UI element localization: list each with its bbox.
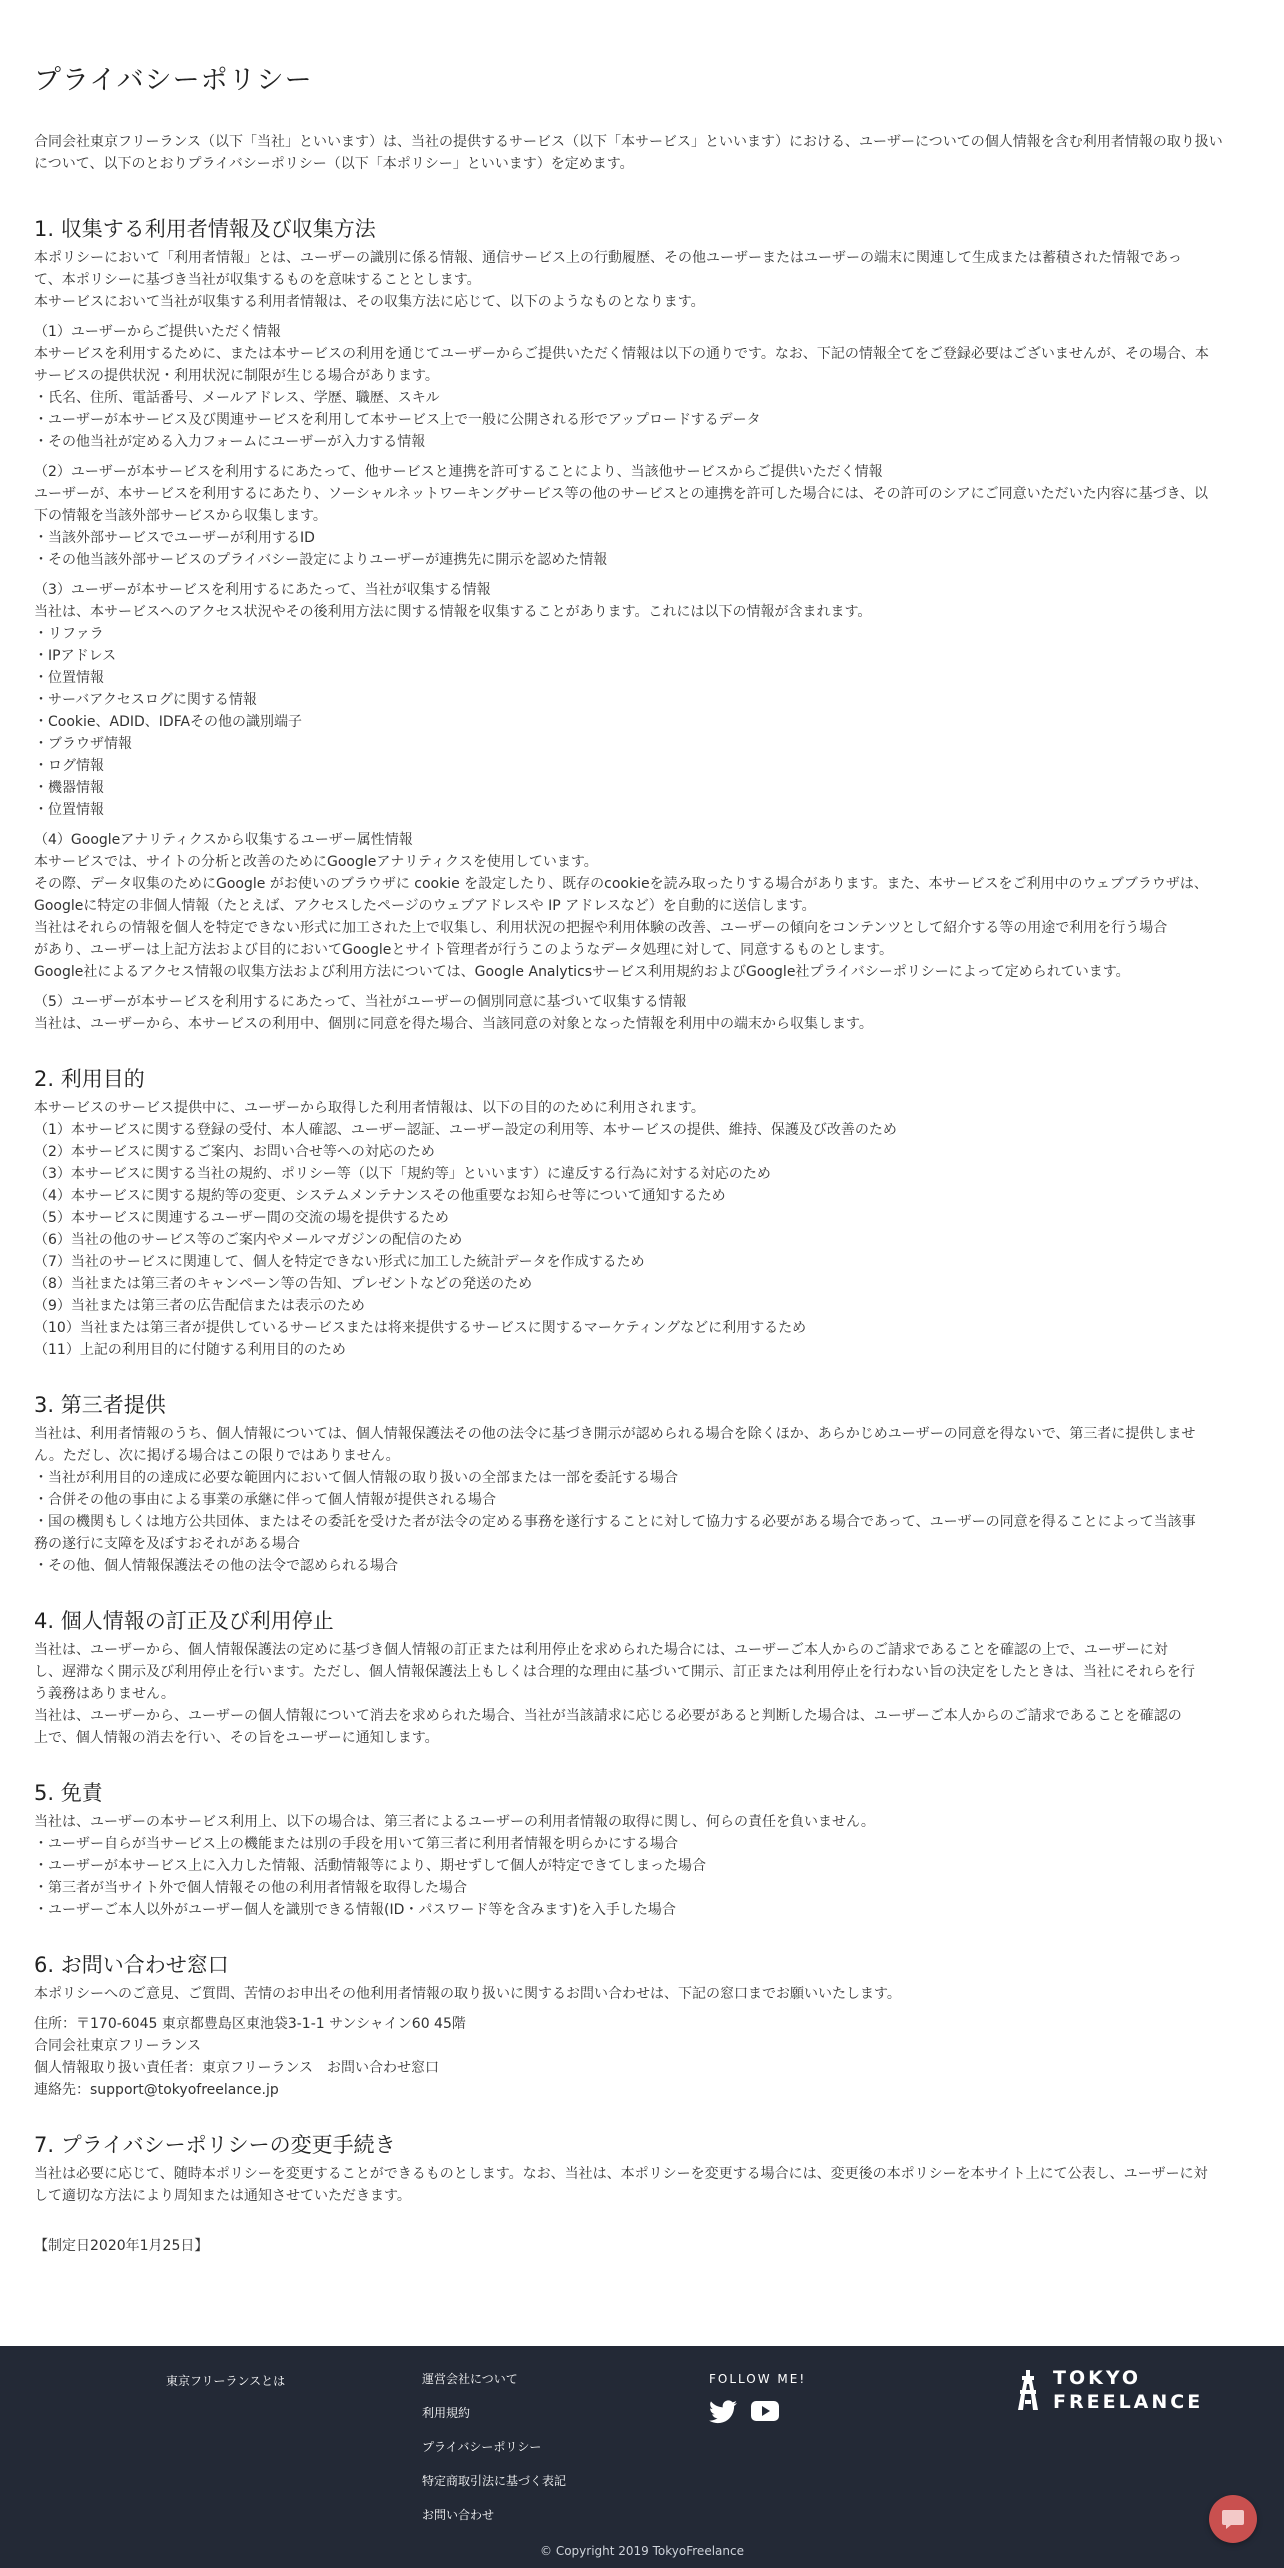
footer-links-column xyxy=(422,2372,566,2542)
subsection-individual-consent: （5）ユーザーが本サービスを利用するにあたって、当社がユーザーの個別同意に基づいて収集する情報 当社は、ユーザーから、本サービスの利用中、個別に同意を得た場合、当該同意の対象となった情報を利用中の端末から収集します。 xyxy=(34,994,873,1032)
section-purpose xyxy=(34,1063,1250,1361)
section-heading: 2. 利用目的 xyxy=(34,1067,145,1091)
page-title: プライバシーポリシー xyxy=(34,65,313,96)
section-heading: 7. プライバシーポリシーの変更手続き xyxy=(34,2133,396,2157)
section-disclaimer xyxy=(34,1777,1250,1921)
subsection-linked-services: （2）ユーザーが本サービスを利用するにあたって、他サービスと連携を許可することにより、当該他サービスからご提供いただく情報 ユーザーが、本サービスを利用するにあたり、ソーシャルネットワーキングサービス等の他のサービスとの連携を許可した場合には、その許可のシアにご同意いただいた内容に基づき、以 下の情報を当該外部サービスから収集します。 ・当該外部サービスでユーザーが利用するID ・その他当該外部サービスのプライバシー設定によりユーザーが連携先に開示を認めた情報 xyxy=(34,464,1209,568)
established-date: 【制定日2020年1月25日】 xyxy=(34,2238,209,2254)
contact-details: 住所：〒170-6045 東京都豊島区東池袋3-1-1 サンシャイン60 45階 合同会社東京フリーランス 個人情報取り扱い責任者：東京フリーランス お問い合わせ窓口 連絡先：support@tokyofreelance.jp xyxy=(34,2016,466,2098)
logo-text: TOKYO FREELANCE xyxy=(1053,2367,1204,2413)
chat-button[interactable] xyxy=(1209,2495,1257,2543)
copyright: © Copyright 2019 TokyoFreelance xyxy=(540,2544,744,2558)
site-footer xyxy=(0,2346,1284,2568)
footer-link-contact[interactable]: お問い合わせ xyxy=(422,2508,495,2522)
section-heading: 5. 免責 xyxy=(34,1781,103,1805)
section-body: 当社は、ユーザーの本サービス利用上、以下の場合は、第三者によるユーザーの利用者情報の取得に関し、何らの責任を負いません。 ・ユーザー自らが当サービス上の機能または別の手段を用いて第三者に利用者情報を明らかにする場合 ・ユーザーが本サービス上に入力した情報、活動情報等により、期せずして個人が特定できてしまった場合 ・第三者が当サイト外で個人情報その他の利用者情報を取得した場合 ・ユーザーご本人以外がユーザー個人を識別できる情報(ID・パスワード等を含みます)を入手した場合 xyxy=(34,1814,875,1918)
footer-link-privacy[interactable]: プライバシーポリシー xyxy=(422,2440,542,2454)
footer-about-column xyxy=(166,2372,285,2389)
footer-link-company[interactable]: 運営会社について xyxy=(422,2372,518,2386)
section-collected-info xyxy=(34,213,1250,1035)
youtube-icon[interactable] xyxy=(751,2400,779,2424)
tokyo-tower-icon xyxy=(1015,2370,1041,2410)
section-body: 当社は必要に応じて、随時本ポリシーを変更することができるものとします。なお、当社は、本ポリシーを変更する場合には、変更後の本ポリシーを本サイト上にて公表し、ユーザーに対 して適切な方法により周知または通知させていただきます。 xyxy=(34,2166,1208,2204)
twitter-icon[interactable] xyxy=(709,2400,737,2424)
section-heading: 4. 個人情報の訂正及び利用停止 xyxy=(34,1609,334,1633)
section-third-party xyxy=(34,1389,1250,1577)
footer-follow xyxy=(709,2372,806,2424)
section-body: 本ポリシーにおいて「利用者情報」とは、ユーザーの識別に係る情報、通信サービス上の行動履歴、その他ユーザーまたはユーザーの端末に関連して生成または蓄積された情報であっ て、本ポリシーに基づき当社が収集するものを意味することとします。 本サービスにおいて当社が収集する利用者情報は、その収集方法に応じて、以下のようなものとなります。 xyxy=(34,250,1182,310)
section-heading: 1. 収集する利用者情報及び収集方法 xyxy=(34,217,376,241)
social-icons xyxy=(709,2400,806,2424)
subsection-user-provided: （1）ユーザーからご提供いただく情報 本サービスを利用するために、または本サービスの利用を通じてユーザーからご提供いただく情報は以下の通りです。なお、下記の情報全てをご登録必要はございませんが、その場合、本 サービスの提供状況・利用状況に制限が生じる場合があります。 ・氏名、住所、電話番号、メールアドレス、学歴、職歴、スキル ・ユーザーが本サービス及び関連サービスを利用して本サービス上で一般に公開される形でアップロードするデータ ・その他当社が定める入力フォームにユーザーが入力する情報 xyxy=(34,324,1209,450)
chat-icon xyxy=(1221,2508,1245,2530)
section-contact xyxy=(34,1949,1250,2101)
section-heading: 6. お問い合わせ窓口 xyxy=(34,1953,229,1977)
section-body: 当社は、ユーザーから、個人情報保護法の定めに基づき個人情報の訂正または利用停止を求められた場合には、ユーザーご本人からのご請求であることを確認の上で、ユーザーに対 し、遅滞なく開示及び利用停止を行います。ただし、個人情報保護法上もしくは合理的な理由に基づいて開示、訂正または利用停止を行わない旨の決定をしたときは、当社にそれらを行 う義務はありません。 当社は、ユーザーから、ユーザーの個人情報について消去を求められた場合、当社が当該請求に応じる必要があると判断した場合は、ユーザーご本人からのご請求であることを確認の 上で、個人情報の消去を行い、その旨をユーザーに通知します。 xyxy=(34,1642,1195,1746)
subsection-google-analytics: （4）Googleアナリティクスから収集するユーザー属性情報 本サービスでは、サイトの分析と改善のためにGoogleアナリティクスを使用しています。 その際、データ収集のためにGoogle がお使いのブラウザに cookie を設定したり、既存のcookieを読み取ったりする場合があります。また、本サービスをご利用中のウェブブラウザは、 Googleに特定の非個人情報（たとえば、アクセスしたページのウェブアドレスや IP アドレスなど）を自動的に送信します。 当社はそれらの情報を個人を特定できない形式に加工された上で収集し、利用状況の把握や利用体験の改善、ユーザーの傾向をコンテンツとして紹介する等の用途で利用を行う場合 があり、ユーザーは上記方法および目的においてGoogleとサイト管理者が行うこのようなデータ処理に対して、同意するものとします。 Google社によるアクセス情報の収集方法および利用方法については、Google Analyticsサービス利用規約およびGoogle社プライバシーポリシーによって定められています。 xyxy=(34,832,1208,980)
follow-label: FOLLOW ME! xyxy=(709,2372,807,2386)
footer-link-terms[interactable]: 利用規約 xyxy=(422,2406,471,2420)
section-body: 本サービスのサービス提供中に、ユーザーから取得した利用者情報は、以下の目的のために利用されます。 （1）本サービスに関する登録の受付、本人確認、ユーザー認証、ユーザー設定の利用等、本サービスの提供、維持、保護及び改善のため （2）本サービスに関するご案内、お問い合せ等への対応のため （3）本サービスに関する当社の規約、ポリシー等（以下「規約等」といいます）に違反する行為に対する対応のため （4）本サービスに関する規約等の変更、システムメンテナンスその他重要なお知らせ等について通知するため （5）本サービスに関連するユーザー間の交流の場を提供するため （6）当社の他のサービス等のご案内やメールマガジンの配信のため （7）当社のサービスに関連して、個人を特定できない形式に加工した統計データを作成するため （8）当社または第三者のキャンペーン等の告知、プレゼントなどの発送のため （9）当社または第三者の広告配信または表示のため （10）当社または第三者が提供しているサービスまたは将来提供するサービスに関するマーケティングなどに利用するため （11）上記の利用目的に付随する利用目的のため xyxy=(34,1100,897,1358)
intro-text: 合同会社東京フリーランス（以下「当社」といいます）は、当社の提供するサービス（以下「本サービス」といいます）における、ユーザーについての個人情報を含む利用者情報の取り扱い について、以下のとおりプライバシーポリシー（以下「本ポリシー」といいます）を定めます。 xyxy=(34,134,1223,172)
footer-link-commerce-law[interactable]: 特定商取引法に基づく表記 xyxy=(422,2474,567,2488)
section-correction xyxy=(34,1605,1250,1749)
subsection-collected-by-company: （3）ユーザーが本サービスを利用するにあたって、当社が収集する情報 当社は、本サービスへのアクセス状況やその後利用方法に関する情報を収集することがあります。これには以下の情報が含まれます。 ・リファラ ・IPアドレス ・位置情報 ・サーバアクセスログに関する情報 ・Cookie、ADID、IDFAその他の識別端子 ・ブラウザ情報 ・ログ情報 ・機器情報 ・位置情報 xyxy=(34,582,872,818)
footer-link-about[interactable]: 東京フリーランスとは xyxy=(166,2374,286,2388)
footer-logo[interactable] xyxy=(1015,2366,1203,2414)
section-heading: 3. 第三者提供 xyxy=(34,1393,166,1417)
section-policy-changes xyxy=(34,2129,1250,2207)
section-body: 当社は、利用者情報のうち、個人情報については、個人情報保護法その他の法令に基づき開示が認められる場合を除くほか、あらかじめユーザーの同意を得ないで、第三者に提供しませ ん。ただし、次に掲げる場合はこの限りではありません。 ・当社が利用目的の達成に必要な範囲内において個人情報の取り扱いの全部または一部を委託する場合 ・合併その他の事由による事業の承継に伴って個人情報が提供される場合 ・国の機関もしくは地方公共団体、またはその委託を受けた者が法令の定める事務を遂行することに対して協力する必要がある場合であって、ユーザーの同意を得ることによって当該事 務の遂行に支障を及ぼすおそれがある場合 ・その他、個人情報保護法その他の法令で認められる場合 xyxy=(34,1426,1196,1574)
section-body: 本ポリシーへのご意見、ご質問、苦情のお申出その他利用者情報の取り扱いに関するお問い合わせは、下記の窓口までお願いいたします。 xyxy=(34,1986,901,2002)
